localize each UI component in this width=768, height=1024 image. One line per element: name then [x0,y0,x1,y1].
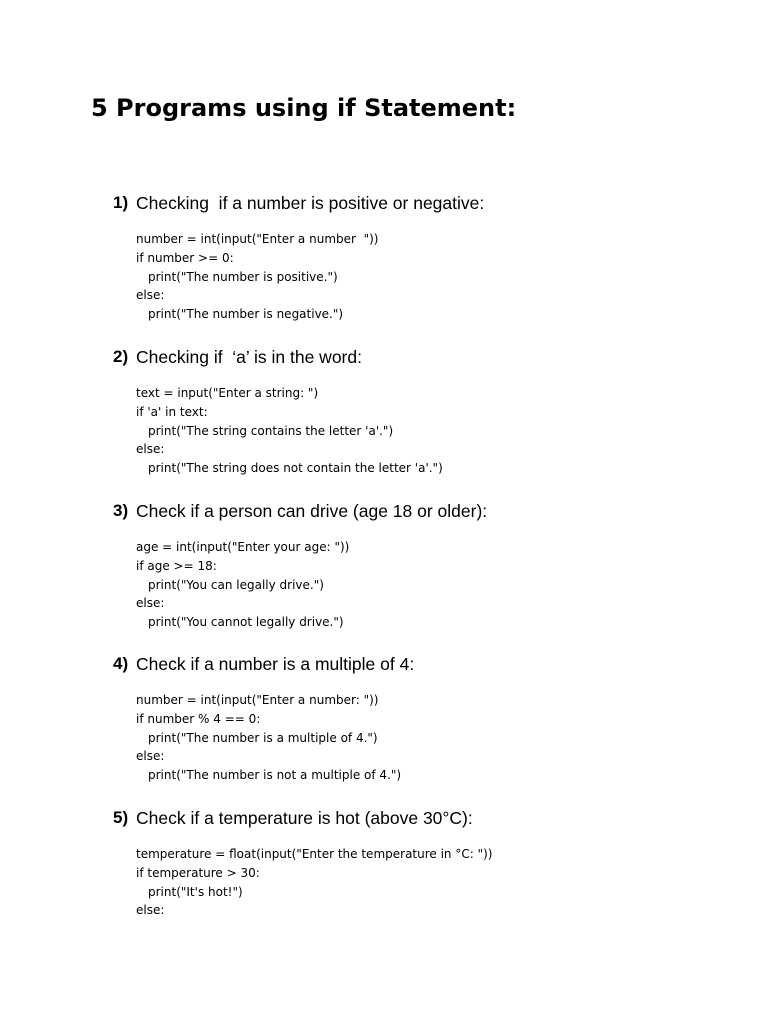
code-line: print("The string contains the letter 'a'.") [148,423,394,438]
code-block [0,845,768,920]
code-line: print("The number is a multiple of 4.") [148,730,378,745]
code-line: print("The string does not contain the letter 'a'.") [148,461,443,476]
code-line: else: [136,596,165,611]
code-line: if number % 4 == 0: [136,711,261,726]
program-section-1 [0,191,768,324]
code-line: else: [136,749,165,764]
code-line: else: [136,442,165,457]
section-number: 5) [113,808,129,827]
code-line: temperature = float(input("Enter the temperature in °C: ")) [136,847,493,861]
section-heading [0,499,768,523]
program-section-2 [0,345,768,478]
code-line: if number >= 0: [136,250,234,265]
code-line: if age >= 18: [136,558,217,573]
code-line: print("It's hot!") [148,884,243,899]
section-heading [0,191,768,215]
code-block [0,538,768,632]
section-title: Checking if ‘a’ is in the word: [136,347,362,367]
section-heading [0,652,768,676]
section-heading [0,345,768,369]
code-block [0,384,768,478]
code-block [0,230,768,324]
document-title: 5 Programs using if Statement: [91,94,517,122]
section-title: Checking if a number is positive or negative: [136,193,485,213]
code-line: number = int(input("Enter a number: ")) [136,693,379,707]
code-line: age = int(input("Enter your age: ")) [136,540,350,554]
section-title: Check if a person can drive (age 18 or older): [136,501,488,521]
code-line: print("You can legally drive.") [148,577,324,592]
code-line: number = int(input("Enter a number ")) [136,232,379,246]
section-heading [0,806,768,830]
section-title: Check if a number is a multiple of 4: [136,654,415,674]
section-number: 3) [113,501,129,520]
code-line: print("The number is negative.") [148,307,344,322]
code-line: else: [136,288,165,303]
program-section-3 [0,499,768,632]
section-title: Check if a temperature is hot (above 30°C): [136,808,473,828]
code-line: if 'a' in text: [136,404,208,419]
code-line: print("The number is not a multiple of 4.") [148,768,402,783]
program-section-4 [0,652,768,785]
section-number: 4) [113,654,129,673]
code-line: if temperature > 30: [136,865,260,880]
code-line: text = input("Enter a string: ") [136,386,319,400]
code-block [0,691,768,785]
code-line: else: [136,903,165,918]
code-line: print("The number is positive.") [148,269,338,284]
program-section-5 [0,806,768,920]
section-number: 1) [113,193,129,212]
section-number: 2) [113,347,129,366]
code-line: print("You cannot legally drive.") [148,615,344,630]
